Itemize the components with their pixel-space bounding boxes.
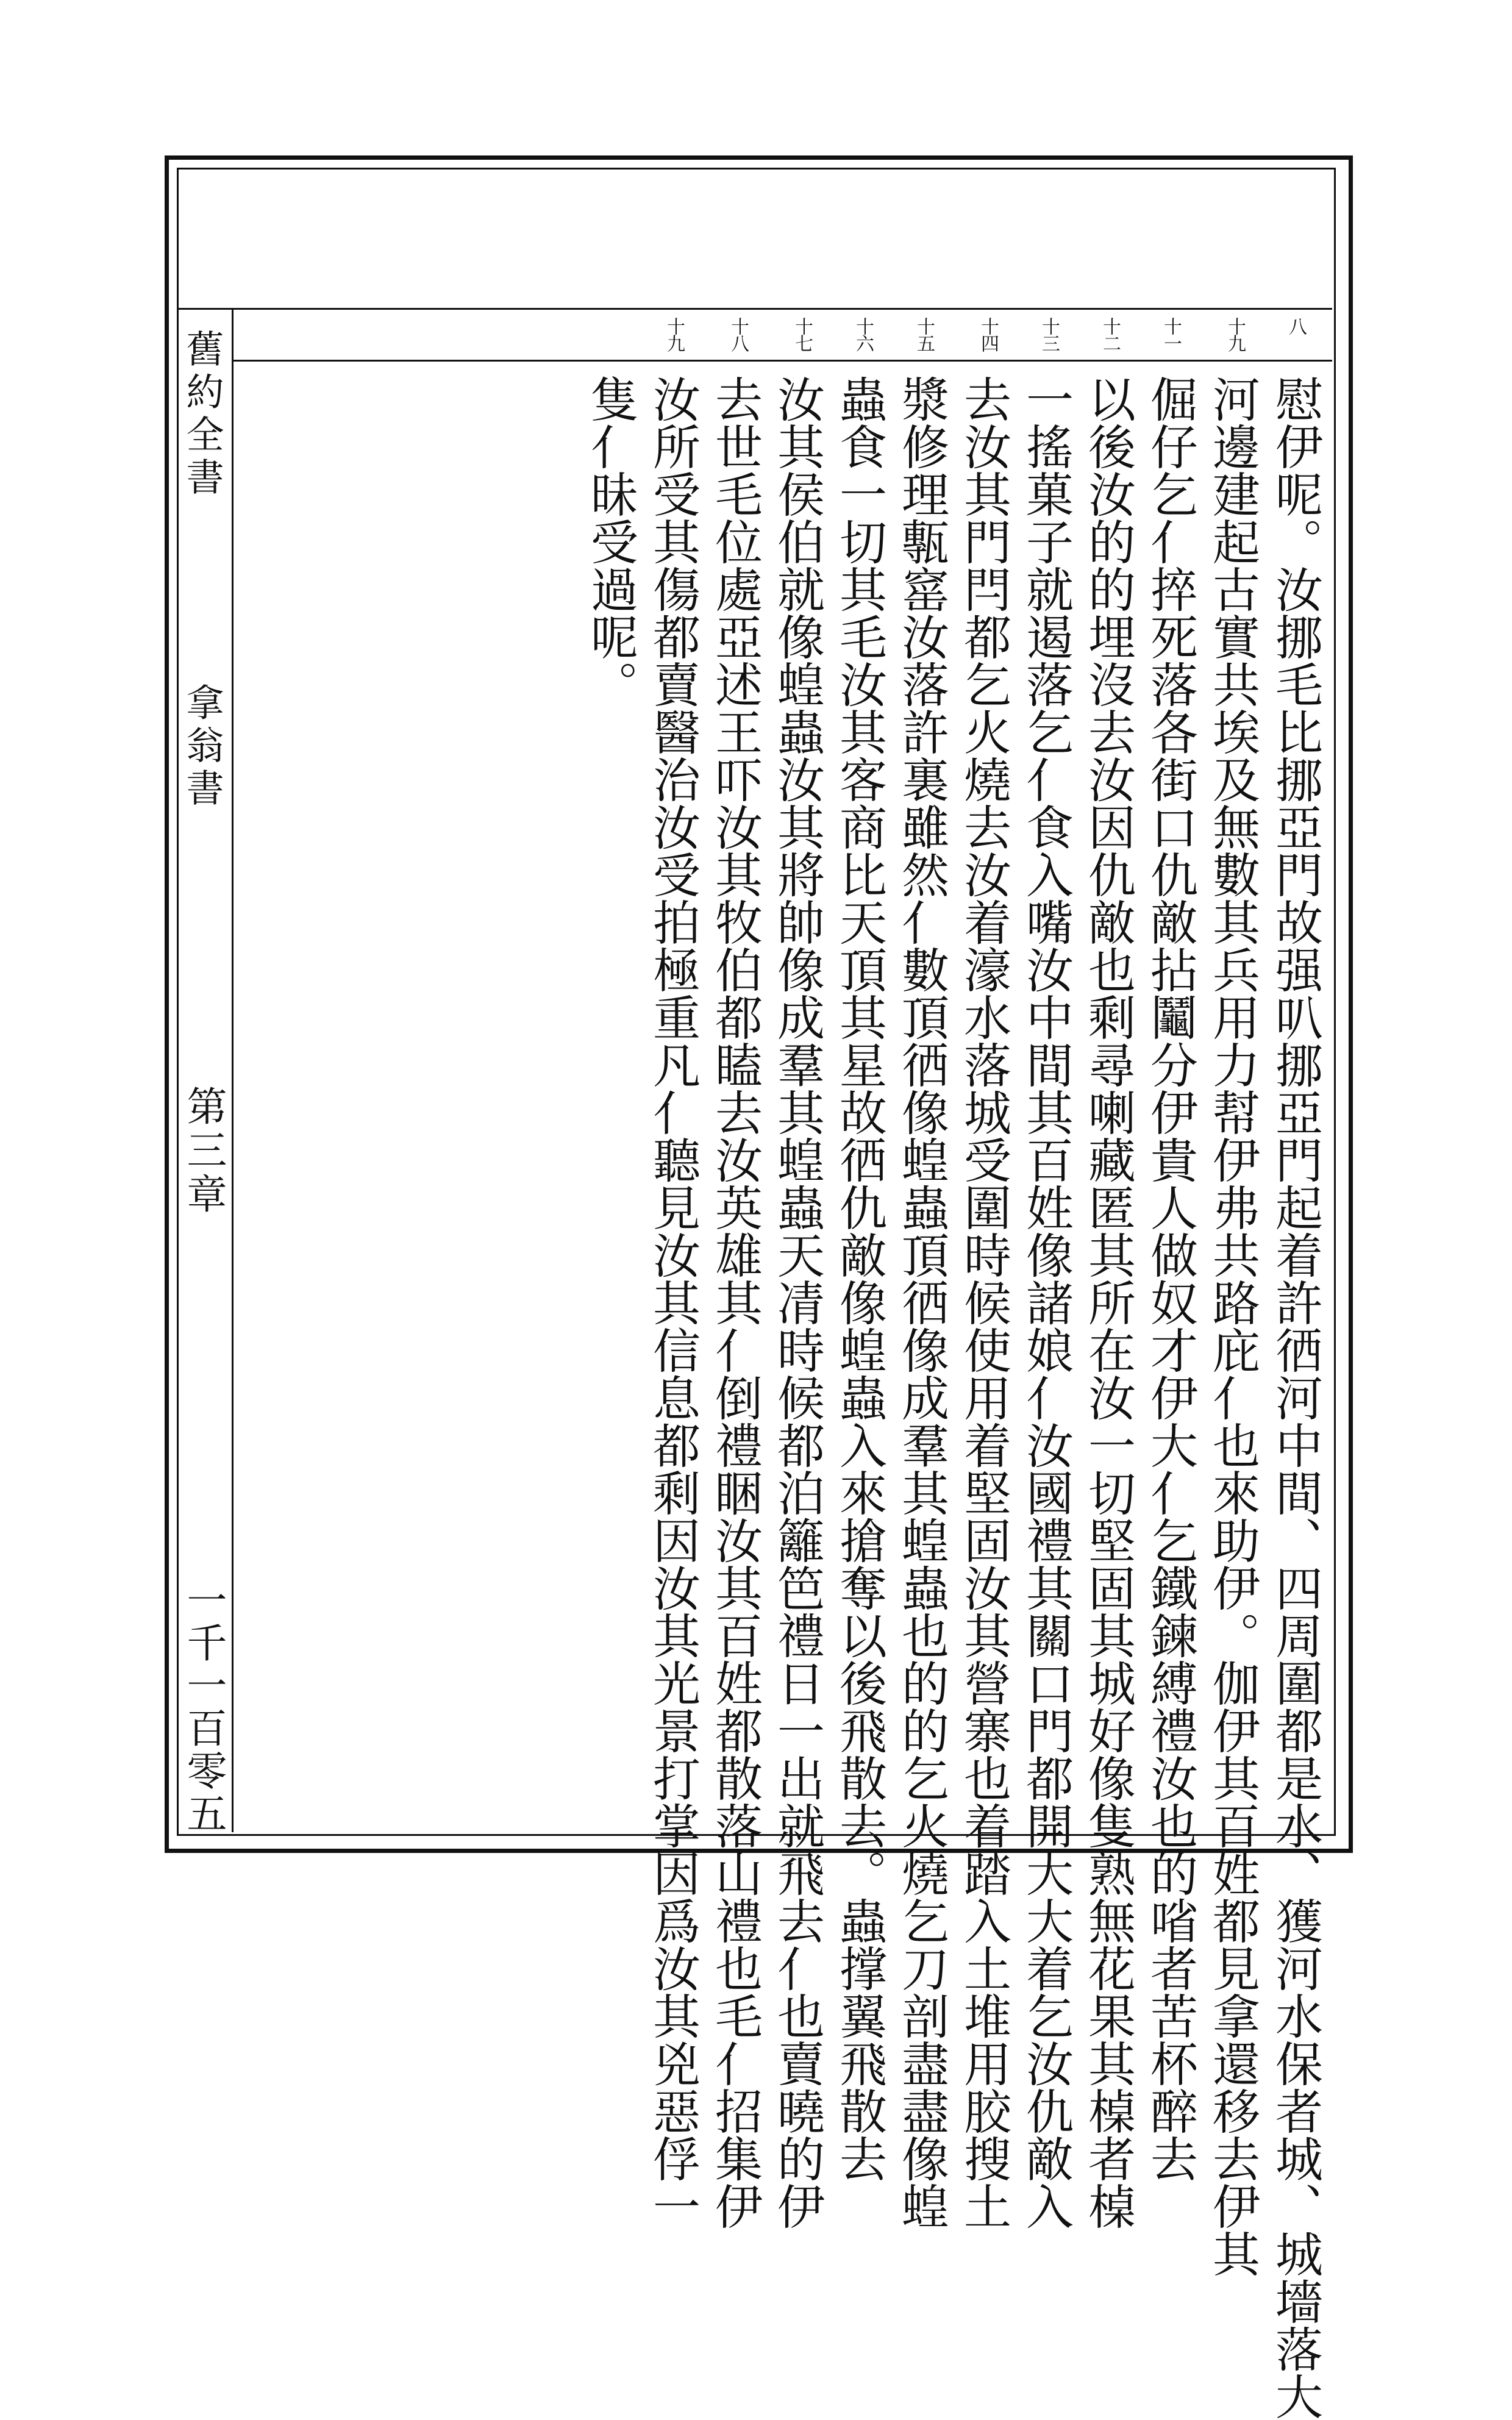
text-column: 隻亻昧受過呢。 <box>583 375 638 708</box>
verse-marker: 十二 <box>1099 317 1121 351</box>
page-number: 一千一百零五 <box>180 1579 227 1835</box>
spine-divider <box>232 310 234 1832</box>
text-column: 汝所受其傷都賣醫治汝受拍極重凡亻聽見汝其信息都剩因汝其光景打掌因爲汝其兇惡俘一 <box>645 375 700 2230</box>
text-column: 蟲食一切其毛汝其客商比天頂其星故徆仇敵像蝗蟲入來搶奪以後飛散去。蟲撑翼飛散去 <box>832 375 886 2182</box>
chapter-label: 第三章 <box>180 1085 227 1217</box>
text-column: 漿修理甎窰汝落許裏雖然亻數頂徆像蝗蟲頂徆像成羣其蝗蟲也的的乞火燒乞刀剖盡盡像蝗 <box>894 375 949 2230</box>
text-column: 汝其侯伯就像蝗蟲汝其將帥像成羣其蝗蟲天凊時候都泊籬笆禮日一出就飛去亻也賣曉的伊 <box>769 375 824 2230</box>
verse-marker: 十九 <box>1224 317 1246 351</box>
header-rule-lower <box>232 360 1332 362</box>
book-title: 舊約全書 <box>180 329 224 500</box>
verse-marker: 十九 <box>663 317 685 351</box>
verse-marker: 十七 <box>791 317 813 351</box>
text-column: 一搖菓子就遏落乞亻食入嘴汝中間其百姓像諸娘亻汝國禮其關口門都開大大着乞汝仇敵入 <box>1018 375 1073 2230</box>
text-column: 去世毛位處亞述王吓汝其牧伯都瞌去汝英雄其亻倒禮睏汝其百姓都散落山禮也毛亻招集伊 <box>707 375 762 2230</box>
verse-marker: 十八 <box>727 317 749 351</box>
text-column: 河邊建起古實共埃及無數其兵用力幇伊弗共路庇亻也來助伊。伽伊其百姓都見拿還移去伊其 <box>1205 375 1260 2277</box>
verse-marker: 十三 <box>1038 317 1060 351</box>
verse-marker: 十六 <box>852 317 874 351</box>
text-column: 以後汝的的埋沒去汝因仇敵也剩尋喇藏匿其所在汝一切堅固其城好像隻熟無花果其槕者槕 <box>1080 375 1135 2230</box>
verse-marker: 十四 <box>977 317 999 351</box>
verse-marker: 十一 <box>1160 317 1182 351</box>
verse-marker: 八 <box>1285 317 1307 334</box>
text-column: 去汝其門閂都乞火燒去汝着濠水落城受圍時候使用着堅固汝其營寨也着踏入土堆用胶搜土 <box>956 375 1011 2230</box>
text-column: 倔仔乞亻捽死落各街口仇敵拈鬮分伊貴人做奴才伊大亻乞鐵鍊縛禮汝也的㗂者苦杯醉去 <box>1143 375 1197 2182</box>
header-rule <box>179 308 1332 310</box>
book-subtitle: 拿翁書 <box>180 683 224 811</box>
verse-marker: 十五 <box>913 317 935 351</box>
text-column: 慰伊呢。汝挪毛比挪亞門故强叭挪亞門起着許徆河中間、四周圍都是水、獲河水保者城、城墻落大 <box>1268 375 1322 2420</box>
